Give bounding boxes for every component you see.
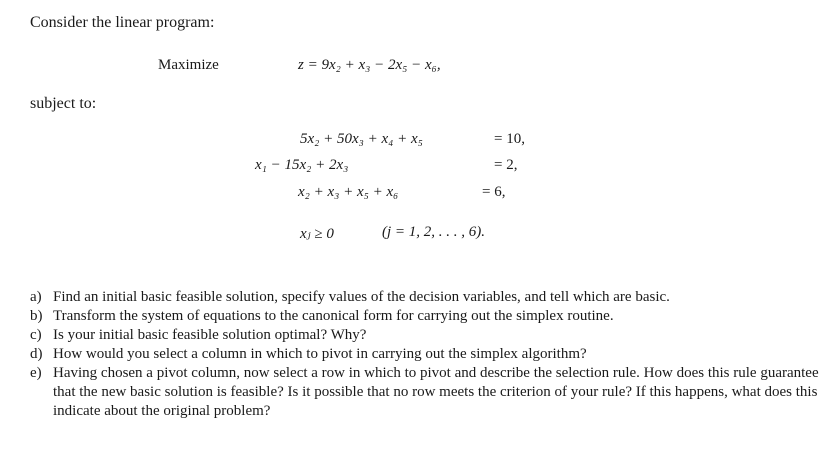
intro-text: Consider the linear program: — [30, 14, 215, 31]
maximize-word: Maximize — [158, 57, 219, 73]
objective-label — [158, 57, 219, 74]
question-text: How would you select a column in which to pivot in carrying out the simplex algorithm? — [53, 346, 587, 362]
constraint-3-lhs: x₂ + x₃ + x₅ + x₆ — [298, 184, 399, 200]
question-text: Find an initial basic feasible solution, specify values of the decision variables, and tell which are basic. — [53, 289, 670, 305]
question-letter: a) — [30, 289, 42, 305]
question-item — [30, 307, 820, 326]
constraint-1-rhs: = 10, — [494, 131, 525, 147]
constraint-2-lhs: x₁ − 15x₂ + 2x₃ — [255, 157, 349, 173]
constraint-3-rhs: = 6, — [482, 184, 506, 200]
question-text: Having chosen a pivot column, now select a row in which to pivot and describe the selection rule. How does this rule guarantee that the new basic solution is feasible? Is it possible that no row meets the criterion of your rule? If this happens, what does this indicate about the original problem? — [53, 365, 819, 419]
question-item — [30, 288, 820, 307]
question-letter: d) — [30, 346, 43, 362]
objective-expression: z = 9x₂ + x₃ − 2x₅ − x₆, — [298, 57, 441, 73]
constraint-1-lhs: 5x₂ + 50x₃ + x₄ + x₅ — [300, 131, 423, 147]
question-item — [30, 345, 820, 364]
question-item — [30, 364, 820, 421]
question-text: Is your initial basic feasible solution optimal? Why? — [53, 327, 367, 343]
question-list — [30, 288, 820, 421]
question-text: Transform the system of equations to the canonical form for carrying out the simplex routine. — [53, 308, 614, 324]
question-item — [30, 326, 820, 345]
question-letter: e) — [30, 365, 42, 381]
nonnegativity-range: (j = 1, 2, . . . , 6). — [382, 224, 486, 240]
constraint-2-rhs: = 2, — [494, 157, 518, 173]
nonnegativity-condition: xⱼ ≥ 0 — [300, 226, 334, 242]
subject-to-label: subject to: — [30, 95, 97, 112]
question-letter: b) — [30, 308, 43, 324]
question-letter: c) — [30, 327, 42, 343]
